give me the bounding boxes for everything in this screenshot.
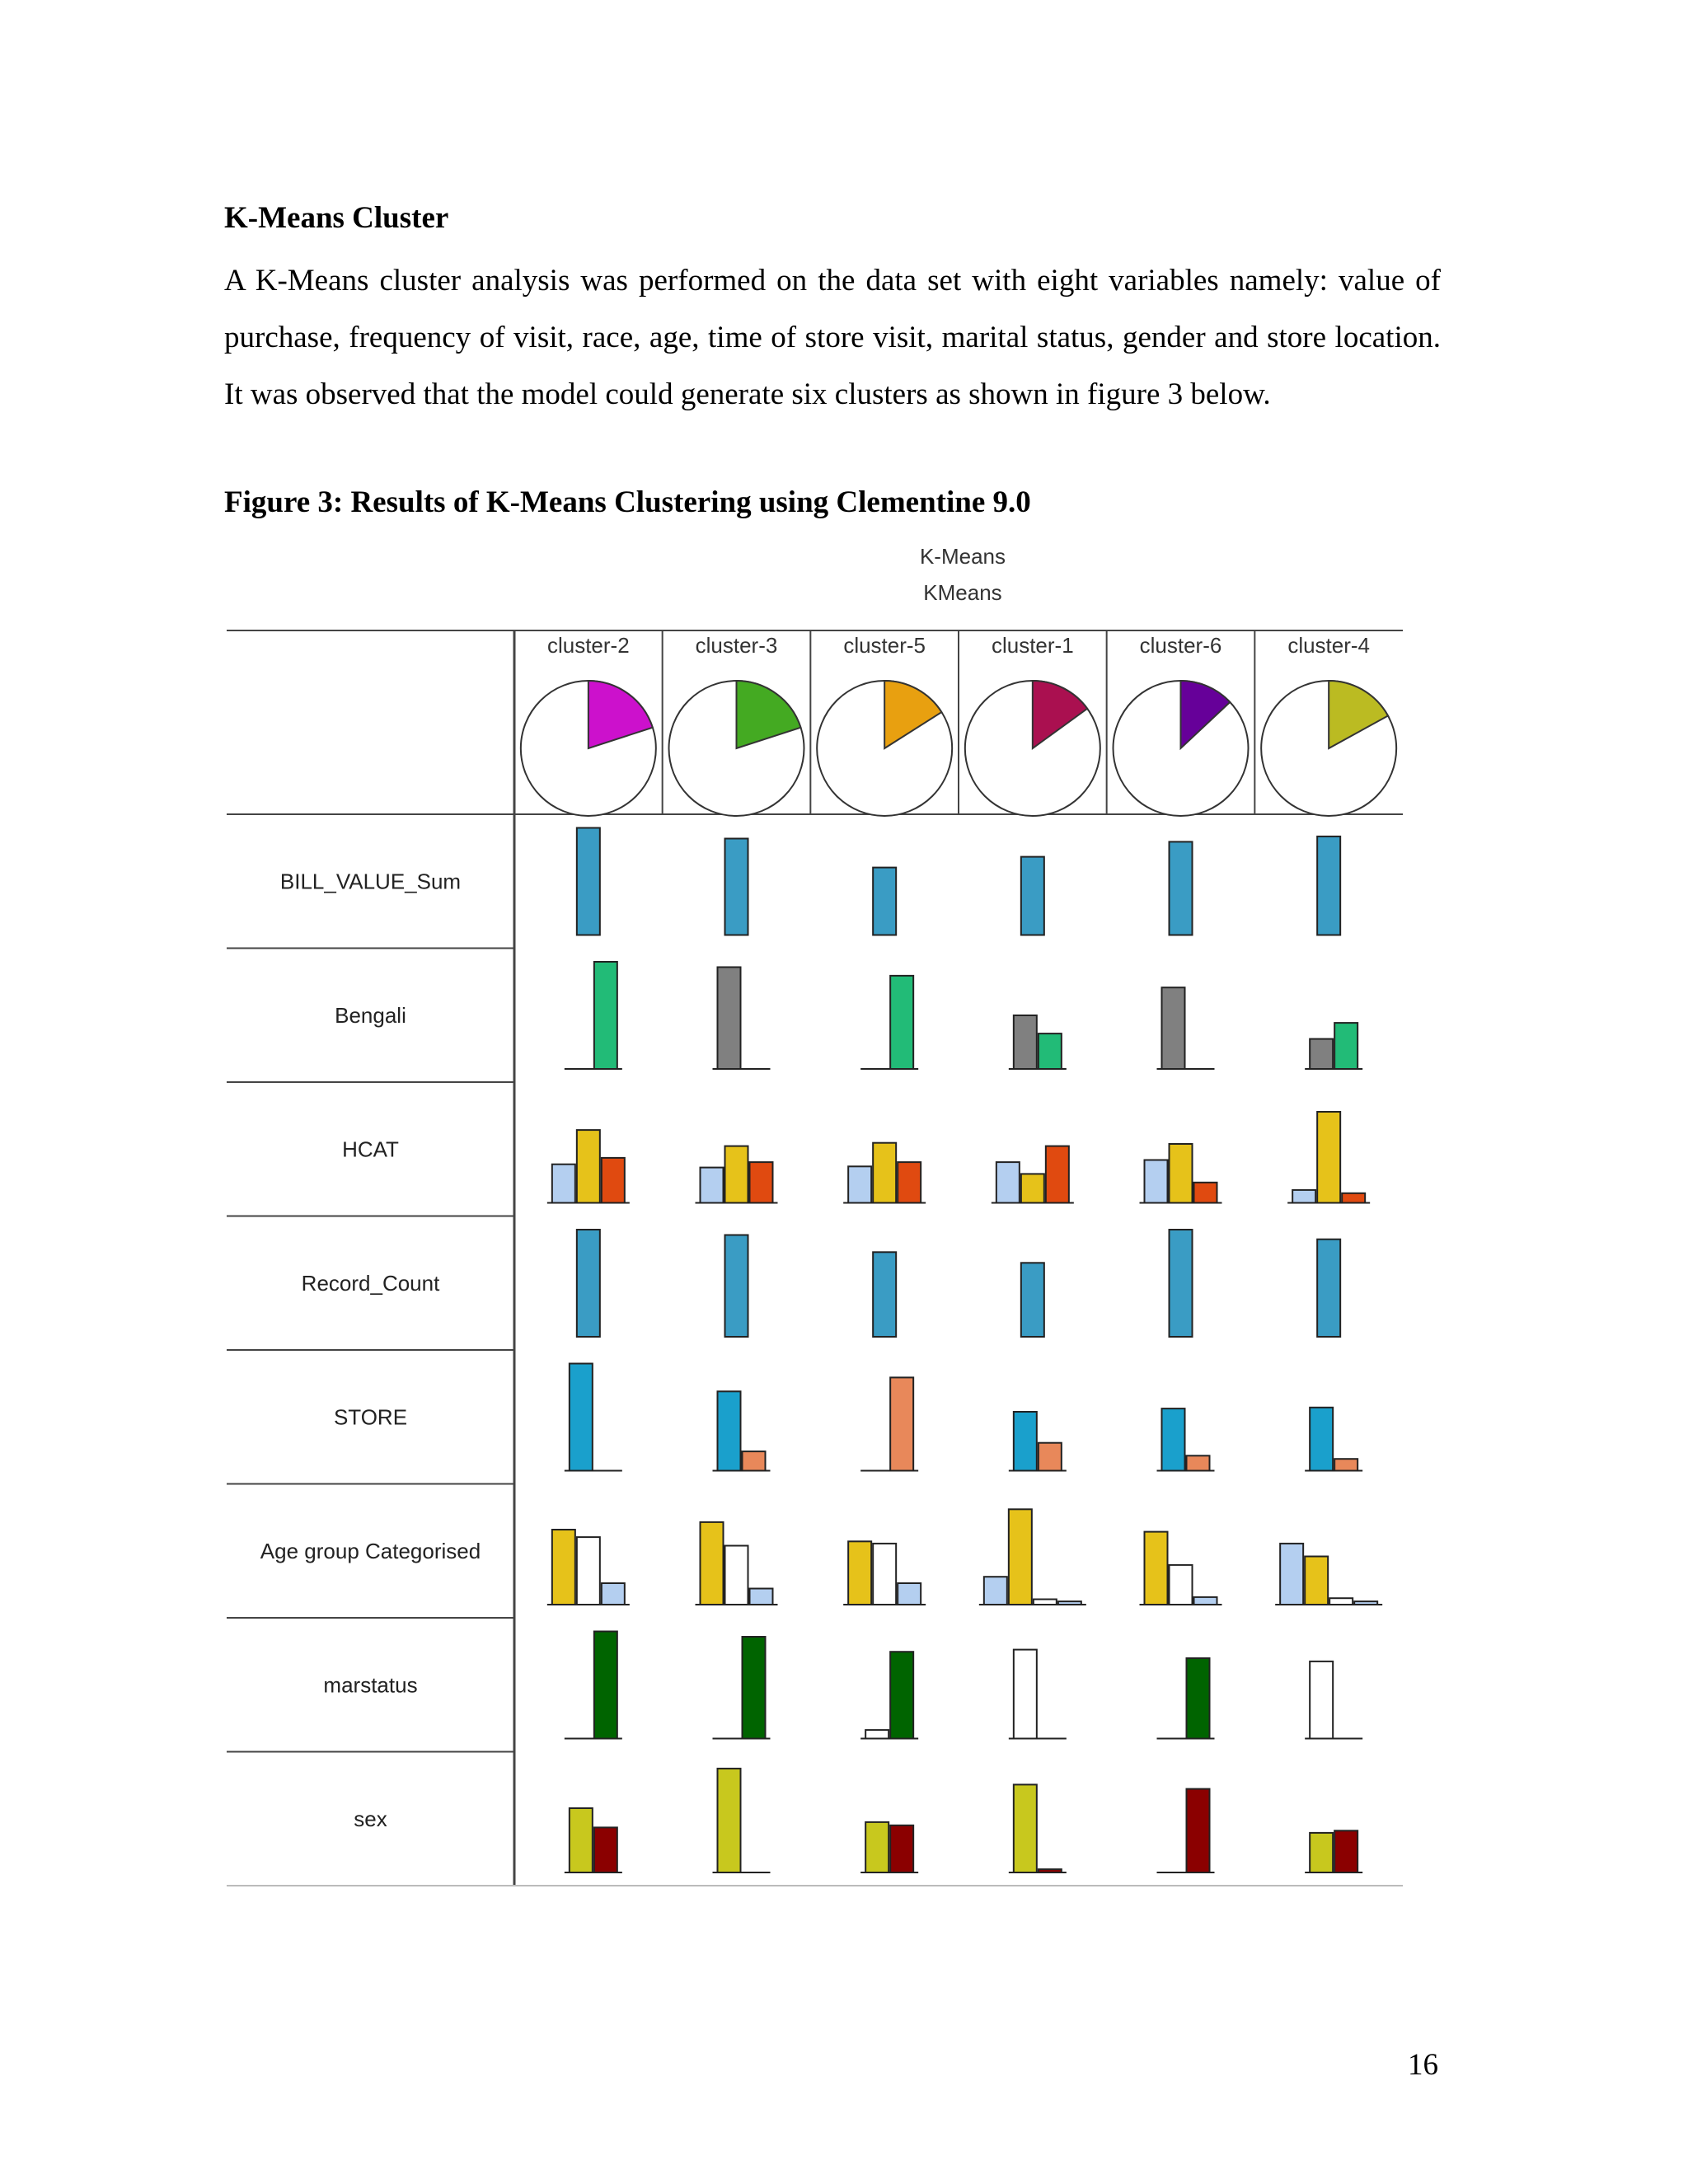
data-bar [1145,1160,1168,1203]
cluster-label: cluster-3 [695,633,778,658]
row-label: Record_Count [301,1270,440,1296]
data-bar [750,1162,773,1202]
row-label: HCAT [342,1137,399,1162]
section-heading: K-Means Cluster [224,201,449,235]
data-bar [1292,1190,1315,1203]
data-bar [602,1158,625,1203]
data-bar [1334,1023,1357,1069]
data-bar [577,1130,600,1202]
data-bar [1014,1412,1037,1471]
data-bar [1162,1408,1185,1470]
cluster-label: cluster-1 [991,633,1074,658]
data-bar [594,1632,617,1739]
data-bar [1034,1600,1057,1605]
data-bar [750,1589,773,1605]
data-bar [848,1166,871,1202]
data-bar [718,1391,741,1470]
data-bar [743,1451,766,1470]
figure-subtitle: KMeans [923,580,1002,605]
data-bar [1310,1833,1333,1872]
data-bar [898,1162,921,1202]
data-bar [577,1230,600,1337]
data-bar [898,1583,921,1605]
data-bar [865,1730,889,1738]
cluster-label: cluster-4 [1287,633,1371,658]
data-bar [1170,841,1193,935]
data-bar [1021,1263,1044,1337]
data-bar [1317,1112,1340,1203]
data-bar [1317,837,1340,935]
data-bar [1014,1784,1037,1872]
data-bar [1305,1557,1328,1605]
data-bar [1280,1544,1303,1605]
data-bar [865,1822,889,1872]
cluster-label: cluster-2 [546,633,630,658]
data-bar [725,1146,748,1203]
row-label: sex [354,1806,387,1831]
data-bar [1310,1661,1333,1739]
data-bar [1310,1039,1333,1069]
data-bar [552,1530,575,1605]
page-number: 16 [1408,2048,1438,2082]
data-bar [577,828,600,935]
data-bar [718,1769,741,1872]
data-bar [890,1377,913,1470]
row-label: Age group Categorised [260,1538,481,1563]
data-bar [1317,1240,1340,1337]
cluster-label: cluster-6 [1139,633,1222,658]
data-bar [890,976,913,1069]
data-bar [602,1583,625,1605]
data-bar [1170,1565,1193,1605]
data-bar [570,1808,593,1872]
data-bar [1194,1183,1217,1203]
data-bar [890,1652,913,1738]
data-bar [594,962,617,1069]
row-label: STORE [333,1404,408,1430]
data-bar [718,968,741,1070]
data-bar [1039,1033,1062,1069]
data-bar [1058,1601,1081,1605]
data-bar [873,868,896,935]
data-bar [873,1143,896,1203]
data-bar [725,1546,748,1605]
data-bar [1342,1193,1365,1203]
data-bar [1162,987,1185,1069]
data-bar [594,1827,617,1872]
data-bar [552,1165,575,1203]
data-bar [1334,1830,1357,1872]
row-label: BILL_VALUE_Sum [279,869,462,894]
data-bar [1021,1174,1044,1202]
data-bar [1354,1601,1377,1605]
data-bar [1021,857,1044,935]
data-bar [873,1252,896,1337]
data-bar [743,1637,766,1739]
figure-title: K-Means [919,544,1006,569]
data-bar [1046,1146,1069,1203]
data-bar [701,1522,724,1605]
data-bar [701,1168,724,1203]
data-bar [1014,1650,1037,1739]
data-bar [890,1825,913,1872]
cluster-label: cluster-5 [843,633,926,658]
data-bar [1009,1509,1032,1605]
data-bar [577,1537,600,1605]
data-bar [984,1577,1007,1605]
data-bar [725,839,748,935]
row-label: marstatus [323,1672,418,1698]
data-bar [873,1544,896,1605]
data-bar [1170,1144,1193,1203]
data-bar [1187,1658,1210,1739]
data-bar [570,1364,593,1471]
data-bar [1145,1532,1168,1605]
data-bar [1039,1443,1062,1471]
body-paragraph: A K-Means cluster analysis was performed on the data set with eight variables namely: value of purchase, frequency of visit, race, age, time of store visit, marital status, gender and store location. It was observed that the model could generate six clusters as shown in figure 3 below. [224,264,1441,411]
data-bar [1170,1230,1193,1337]
data-bar [1194,1597,1217,1605]
figure-caption: Figure 3: Results of K-Means Clustering using Clementine 9.0 [224,485,1031,519]
data-bar [1039,1869,1062,1872]
data-bar [996,1162,1020,1202]
data-bar [1310,1408,1333,1471]
data-bar [848,1541,871,1605]
data-bar [1329,1598,1353,1605]
row-label: Bengali [335,1002,406,1028]
data-bar [725,1235,748,1338]
data-bar [1187,1455,1210,1470]
data-bar [1334,1459,1357,1470]
data-bar [1014,1015,1037,1069]
data-bar [1187,1789,1210,1872]
